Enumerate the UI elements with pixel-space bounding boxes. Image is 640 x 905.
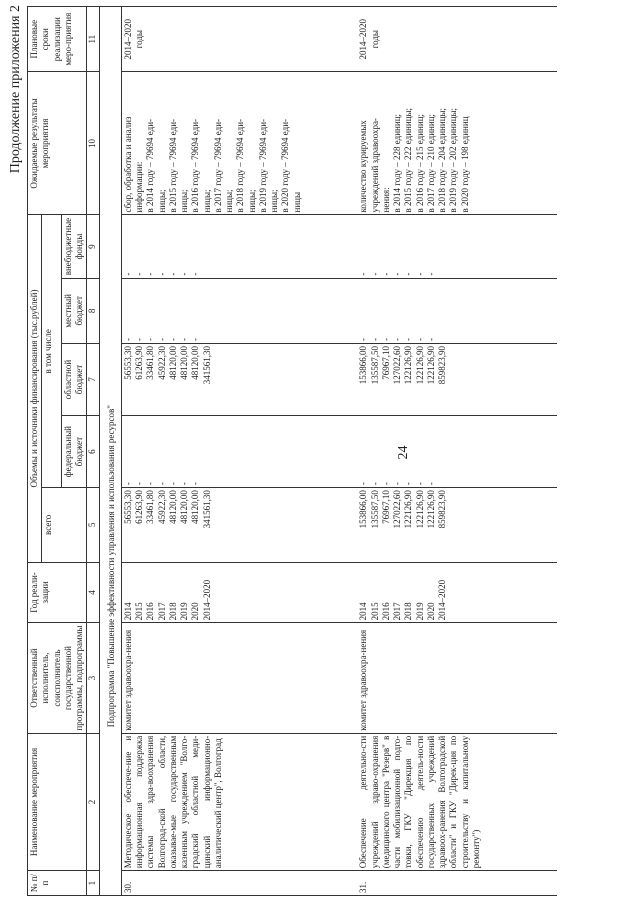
- header-funding: Объемы и источники финансирования (тыс.рублей): [28, 215, 42, 562]
- column-number: 1: [87, 871, 99, 896]
- column-number: 2: [87, 733, 99, 870]
- total-cell: 153866,00 135587,50 76967,10 127022,60 122126,90 122126,90 122126,90 859823,90: [357, 488, 557, 562]
- measure-name: Методическое обеспече-ние и информационная поддержка системы здра-воохранения Волгоград-ской области, оказывае-мые государственным казенным учреждением "Волго-градский областной меди-цинский информационно-аналитический центр", Волгоград: [121, 733, 357, 870]
- header-name: Наименование мероприятия: [28, 733, 87, 870]
- header-year: Год реали-зации: [28, 562, 87, 623]
- header-results: Ожидаемые результаты мероприятия: [28, 72, 87, 215]
- header-total: всего: [42, 488, 87, 562]
- planned-terms: 2014–2020 годы: [357, 7, 557, 72]
- subprogram-title: Подпрограмма "Повышение эффективности управления и использования ресурсов": [99, 72, 121, 733]
- executor: комитет здравоохра-нения: [121, 623, 357, 733]
- planned-terms: 2014–2020 годы: [121, 7, 357, 72]
- federal-cell: - - - - - - -: [121, 416, 357, 488]
- table-row: [121, 7, 357, 896]
- header-offbudget: внебюджетные фонды: [61, 215, 87, 278]
- column-number: 4: [87, 562, 99, 623]
- expected-results: сбор, обработка и анализ информации: в 2014 году – 79694 еди- ницы; в 2015 году – 79694 еди- ницы; в 2016 году – 79694 еди- ницы; в 2017 году – 79694 еди- ницы; в 2018 году – 79694 еди- ницы; в 2019 году – 79694 еди- ницы; в 2020 году – 79694 еди- ницы: [121, 72, 357, 215]
- regional-cell: 56553,30 61263,90 33461,80 45922,30 48120,00 48120,00 48120,00 341561,30: [121, 343, 357, 415]
- column-number: 11: [87, 7, 99, 72]
- header-local: местный бюджет: [61, 278, 87, 343]
- offbudget-cell: - - - - - - -: [357, 215, 557, 278]
- years-cell: 2014 2015 2016 2017 2018 2019 2020 2014–2020: [121, 562, 357, 623]
- total-cell: 56553,30 61263,90 33461,80 45922,30 48120,00 48120,00 48120,00 341561,30: [121, 488, 357, 562]
- row-number: 31.: [357, 871, 557, 896]
- header-including: в том числе: [42, 215, 62, 488]
- regional-cell: 153866,00 135587,50 76967,10 127022,60 122126,90 122126,90 122126,90 859823,90: [357, 343, 557, 415]
- column-number: 9: [87, 215, 99, 278]
- executor: комитет здравоохра-нения: [357, 623, 557, 733]
- column-number: 5: [87, 488, 99, 562]
- page-number: 24: [396, 445, 411, 460]
- years-cell: 2014 2015 2016 2017 2018 2019 2020 2014–2020: [357, 562, 557, 623]
- row-number: 30.: [121, 871, 357, 896]
- column-number: 6: [87, 416, 99, 488]
- expected-results: количество курируемых учреждений здравоохра- нения: в 2014 году – 228 единиц; в 2015 году – 222 единицы; в 2016 году – 215 единиц; в 2017 году – 210 единиц; в 2018 году – 204 единицы; в 2019 году – 202 единицы; в 2020 году – 198 единиц: [357, 72, 557, 215]
- column-number: 8: [87, 278, 99, 343]
- measure-name: Обеспечение деятельно-сти учреждений здраво-охранения (медицинского центра "Резерв" в части мобилизационной подго-товки, ГКУ "Дирекция по обеспечению деятель-ности государственных учреждений здравоох-ранения Волгоградской области" и ГКУ "Дирек-ция по строительству и капитальному ремонту"): [357, 733, 557, 870]
- column-number: 3: [87, 623, 99, 733]
- column-number: 10: [87, 72, 99, 215]
- header-num: № п/п: [28, 871, 87, 896]
- federal-cell: - - - - - - -: [357, 416, 557, 488]
- local-cell: - - - - - - -: [121, 278, 357, 343]
- table-row: [357, 7, 557, 896]
- header-terms: Плановые сроки реализации меро-приятия: [28, 7, 87, 72]
- header-executor: Ответственный исполнитель, соисполнитель государственной программы, подпрограммы: [28, 623, 87, 733]
- appendix-title: Продолжение приложения 2: [8, 5, 23, 174]
- measures-table: [27, 6, 557, 896]
- header-federal: федеральный бюджет: [61, 416, 87, 488]
- column-number: 7: [87, 343, 99, 415]
- header-regional: областной бюджет: [61, 343, 87, 415]
- local-cell: - - - - - - -: [357, 278, 557, 343]
- offbudget-cell: - - - - - - -: [121, 215, 357, 278]
